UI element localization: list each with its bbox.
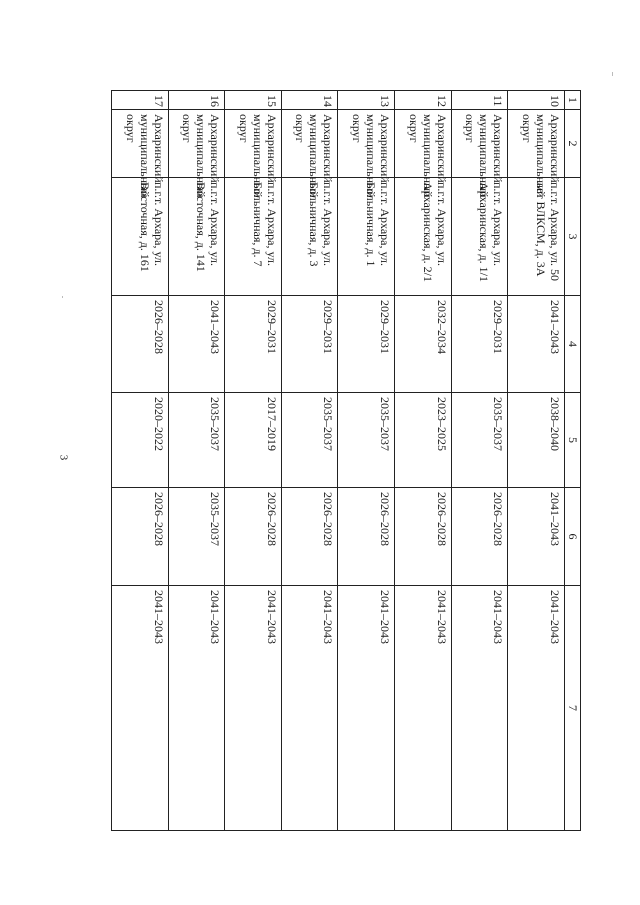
column-header: 6 bbox=[565, 488, 581, 586]
district-cell: Архаринский муниципальный округ bbox=[281, 110, 338, 178]
table-row bbox=[112, 91, 169, 831]
period-cell: 2023–2025 bbox=[395, 393, 452, 488]
row-number-cell: 12 bbox=[395, 91, 452, 110]
period-cell: 2035–2037 bbox=[281, 393, 338, 488]
row-number-cell: 17 bbox=[112, 91, 169, 110]
column-header: 3 bbox=[565, 178, 581, 296]
table-row bbox=[338, 91, 395, 831]
period-cell: 2041–2043 bbox=[112, 586, 169, 831]
district-cell: Архаринский муниципальный округ bbox=[338, 110, 395, 178]
period-cell: 2035–2037 bbox=[338, 393, 395, 488]
district-cell: Архаринский муниципальный округ bbox=[168, 110, 225, 178]
period-cell: 2029–2031 bbox=[225, 296, 282, 393]
row-number-cell: 15 bbox=[225, 91, 282, 110]
row-number-cell: 16 bbox=[168, 91, 225, 110]
scan-speck bbox=[612, 72, 613, 76]
district-cell: Архаринский муниципальный округ bbox=[508, 110, 565, 178]
period-cell: 2041–2043 bbox=[281, 586, 338, 831]
period-cell: 2026–2028 bbox=[451, 488, 508, 586]
table-row bbox=[281, 91, 338, 831]
period-cell: 2029–2031 bbox=[451, 296, 508, 393]
column-header: 2 bbox=[565, 110, 581, 178]
address-cell: п.г.т. Архара, ул. 50 лет ВЛКСМ, д. 3А bbox=[508, 178, 565, 296]
period-cell: 2041–2043 bbox=[451, 586, 508, 831]
period-cell: 2041–2043 bbox=[168, 296, 225, 393]
address-cell: п.г.т. Архара, ул. Больничная, д. 3 bbox=[281, 178, 338, 296]
table-wrapper bbox=[111, 90, 581, 830]
period-cell: 2041–2043 bbox=[225, 586, 282, 831]
period-cell: 2026–2028 bbox=[395, 488, 452, 586]
table-row bbox=[168, 91, 225, 831]
period-cell: 2041–2043 bbox=[338, 586, 395, 831]
period-cell: 2035–2037 bbox=[168, 488, 225, 586]
table-row bbox=[508, 91, 565, 831]
district-cell: Архаринский муниципальный округ bbox=[451, 110, 508, 178]
period-cell: 2017–2019 bbox=[225, 393, 282, 488]
scan-speck bbox=[62, 296, 63, 298]
period-cell: 2041–2043 bbox=[508, 586, 565, 831]
period-cell: 2026–2028 bbox=[281, 488, 338, 586]
district-cell: Архаринский муниципальный округ bbox=[395, 110, 452, 178]
row-number-cell: 10 bbox=[508, 91, 565, 110]
period-cell: 2026–2028 bbox=[112, 296, 169, 393]
row-number-cell: 14 bbox=[281, 91, 338, 110]
table-row bbox=[395, 91, 452, 831]
address-cell: п.г.т. Архара, ул. Восточная, д. 161 bbox=[112, 178, 169, 296]
schedule-table bbox=[111, 90, 581, 831]
address-cell: п.г.т. Архара, ул. Больничная, д. 1 bbox=[338, 178, 395, 296]
district-cell: Архаринский муниципальный округ bbox=[112, 110, 169, 178]
table-row bbox=[225, 91, 282, 831]
page-number: 3 bbox=[57, 454, 70, 461]
address-cell: п.г.т. Архара, ул. Больничная, д. 7 bbox=[225, 178, 282, 296]
period-cell: 2029–2031 bbox=[338, 296, 395, 393]
table-header-row bbox=[565, 91, 581, 831]
column-header: 5 bbox=[565, 393, 581, 488]
rotated-table-area bbox=[111, 90, 581, 830]
period-cell: 2041–2043 bbox=[395, 586, 452, 831]
address-cell: п.г.т. Архара, ул. Архаринская, д. 2/1 bbox=[395, 178, 452, 296]
period-cell: 2026–2028 bbox=[225, 488, 282, 586]
period-cell: 2041–2043 bbox=[508, 296, 565, 393]
period-cell: 2035–2037 bbox=[168, 393, 225, 488]
column-header: 4 bbox=[565, 296, 581, 393]
period-cell: 2035–2037 bbox=[451, 393, 508, 488]
table-row bbox=[451, 91, 508, 831]
column-header: 7 bbox=[565, 586, 581, 831]
period-cell: 2041–2043 bbox=[508, 488, 565, 586]
period-cell: 2032–2034 bbox=[395, 296, 452, 393]
period-cell: 2029–2031 bbox=[281, 296, 338, 393]
column-header: 1 bbox=[565, 91, 581, 110]
table-body bbox=[112, 91, 565, 831]
period-cell: 2041–2043 bbox=[168, 586, 225, 831]
period-cell: 2020–2022 bbox=[112, 393, 169, 488]
row-number-cell: 11 bbox=[451, 91, 508, 110]
district-cell: Архаринский муниципальный округ bbox=[225, 110, 282, 178]
address-cell: п.г.т. Архара, ул. Архаринская, д. 1/1 bbox=[451, 178, 508, 296]
row-number-cell: 13 bbox=[338, 91, 395, 110]
address-cell: п.г.т. Архара, ул. Восточная, д. 141 bbox=[168, 178, 225, 296]
period-cell: 2026–2028 bbox=[112, 488, 169, 586]
period-cell: 2026–2028 bbox=[338, 488, 395, 586]
period-cell: 2038–2040 bbox=[508, 393, 565, 488]
